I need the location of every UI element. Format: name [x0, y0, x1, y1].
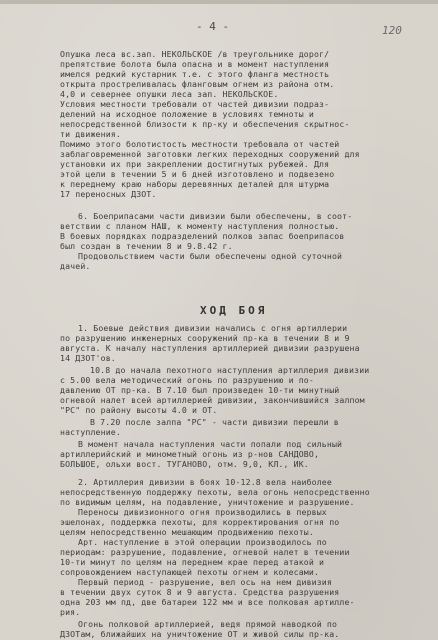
text-line: по разрушению инженерных сооружений пр-ка в течении 8 и 9 [60, 333, 350, 343]
page-number: - 4 - [196, 20, 230, 33]
text-line: одна 203 мм пд, две батареи 122 мм и все полковая артилле- [60, 597, 355, 607]
text-line: ветствии с планом НАШ, к моменту наступления полностью. [60, 221, 340, 231]
text-line: в течении двух суток 8 и 9 августа. Средства разрушения [60, 587, 340, 597]
section-heading: ХОД БОЯ [200, 304, 268, 317]
text-line: давлению ОТ пр-ка. В 7.10 был произведен 10-ти минутный [60, 385, 340, 395]
text-line: к переднему краю наборы деревянных деталей для штурма [60, 179, 330, 189]
text-line: был создан в течении 8 и 9.8.42 г. [60, 241, 233, 251]
text-line: Арт. наступление в этой операции производилось по [78, 537, 327, 547]
text-line: 2. Артиллерия дивизии в боях 10-12.8 вела наиболее [78, 477, 332, 487]
text-line: наступление. [60, 427, 121, 437]
text-line: непосредственную поддержку пехоты, вела огонь непосредственно [60, 487, 370, 497]
text-line: 14 ДЗОТ'ов. [60, 353, 116, 363]
text-line: непосредственной близости к пр-ку и обеспечения скрытнос- [60, 119, 350, 129]
text-line: дачей. [60, 261, 91, 271]
text-line: В 7.20 после залпа "РС" - части дивизии перешли в [90, 417, 339, 427]
text-line: огневой налет всей артиллерией дивизии, закончившийся залпом [60, 395, 365, 405]
text-line: БОЛЬШОЕ, ольхи вост. ТУГАНОВО, отм. 9,0, КЛ., ИК. [60, 459, 309, 469]
text-line: Продовольствием части были обеспечены одной суточной [78, 251, 343, 261]
text-line: Условия местности требовали от частей дивизии подраз- [60, 99, 330, 109]
text-line: с 5.00 вела методический огонь по разрушению и по- [60, 375, 314, 385]
text-line: рия. [60, 607, 81, 617]
text-line: артиллерийский и минометный огонь из р-нов САНДОВО, [60, 449, 320, 459]
text-line: августа. К началу наступления артиллерией дивизии разрушена [60, 343, 360, 353]
text-line: "РС" по району высоты 4.0 и ОТ. [60, 405, 218, 415]
text-line: открыта простреливалась фланговым огнем из района отм. [60, 79, 335, 89]
text-line: Переносы дивизионного огня производились в первых [78, 507, 327, 517]
text-line: ДЗОТам, ближайших на уничтожение ОТ и живой силы пр-ка. [60, 629, 340, 639]
text-line: Первый период - разрушение, вел ось на нем дивизия [78, 577, 332, 587]
text-line: 1. Боевые действия дивизии начались с огня артиллерии [78, 323, 348, 333]
text-line: 4,0 и севернее опушки леса зап. НЕКОЛЬСКОЕ. [60, 89, 279, 99]
text-line: 6. Боеприпасами части дивизии были обеспечены, в соот- [78, 211, 353, 221]
text-line: делений на исходное положение в условиях темноты и [60, 109, 314, 119]
text-line: имелся редкий кустарник т.е. с этого фланга местность [60, 69, 330, 79]
text-line: эшелонах, поддержка пехоты, для корректирования огня по [60, 517, 340, 527]
text-line: 17 переносных ДЗОТ. [60, 189, 157, 199]
text-line: Опушка леса вс.зап. НЕКОЛЬСКОЕ /в треугольнике дорог/ [60, 49, 330, 59]
text-line: 10-ти минут по целям на переднем крае перед атакой и [60, 557, 325, 567]
text-line: препятствие болота была опасна и в момент наступления [60, 59, 330, 69]
text-line: сопровождением наступающей пехоты огнем и колесами. [60, 567, 320, 577]
text-line: 10.8 до начала пехотного наступления артиллерия дивизии [90, 365, 370, 375]
text-line: по видимым целям, на подавление, уничтожение и разрушение. [60, 497, 355, 507]
text-line: установки их при закреплении достигнутых рубежей. Для [60, 159, 330, 169]
text-line: ти движения. [60, 129, 121, 139]
text-line: периодам: разрушение, подавление, огневой налет в течении [60, 547, 350, 557]
text-line: Огонь полковой артиллерией, ведя прямой наводкой по [78, 619, 338, 629]
text-line: Помимо этого болотистость местности требовала от частей [60, 139, 340, 149]
text-line: В момент начала наступления части попали под сильный [78, 439, 343, 449]
text-line: заблаговременной заготовки легких переходных сооружений для [60, 149, 360, 159]
archive-sheet-number: 120 [382, 24, 402, 37]
text-line: этой цели в течении 5 и 6 дней изготовлено и подвезено [60, 169, 335, 179]
text-line: целям непосредственно мешающим продвижению пехоты. [60, 527, 314, 537]
text-line: В боевых порядках подразделений полков запас боеприпасов [60, 231, 345, 241]
